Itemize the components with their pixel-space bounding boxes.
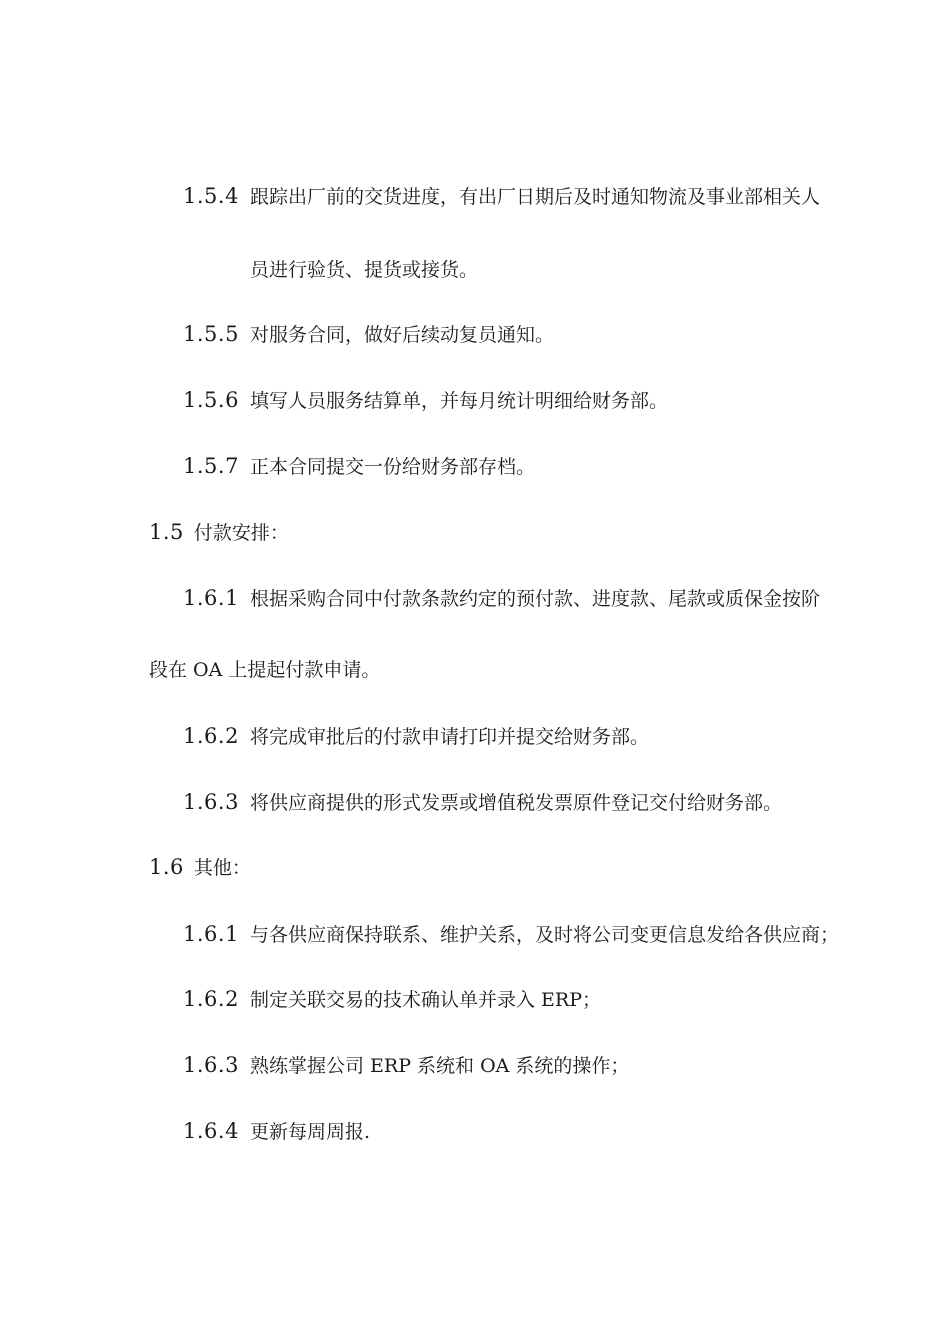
clause-1-5-7 — [183, 452, 535, 481]
clause-number: 1.5.4 — [183, 184, 239, 208]
clause-number: 1.6.1 — [183, 922, 239, 946]
clause-text: 根据采购合同中付款条款约定的预付款、进度款、尾款或质保金按阶 — [250, 588, 821, 610]
clause-1-6-3-other — [183, 1051, 629, 1080]
clause-number: 1.6.1 — [183, 586, 239, 610]
clause-text: 员进行验货、提货或接货。 — [250, 259, 479, 281]
clause-1-5-4 — [183, 182, 820, 211]
section-number: 1.6 — [149, 855, 184, 879]
clause-text: 对服务合同，做好后续动复员通知。 — [250, 324, 555, 346]
clause-number: 1.5.5 — [183, 322, 239, 346]
clause-text: 与各供应商保持联系、维护关系，及时将公司变更信息发给各供应商； — [250, 924, 840, 946]
clause-1-6-3-payment — [183, 788, 782, 817]
clause-1-6-1-other — [183, 920, 839, 949]
clause-number: 1.5.7 — [183, 454, 239, 478]
clause-text: 正本合同提交一份给财务部存档。 — [250, 456, 536, 478]
clause-text: 制定关联交易的技术确认单并录入 ERP； — [250, 989, 601, 1011]
clause-number: 1.6.3 — [183, 790, 239, 814]
clause-number: 1.6.4 — [183, 1119, 239, 1143]
clause-text: 段在 OA 上提起付款申请。 — [149, 659, 381, 681]
clause-number: 1.6.2 — [183, 987, 239, 1011]
clause-1-6-2-payment — [183, 722, 649, 751]
section-title: 付款安排： — [193, 522, 289, 544]
clause-text: 将供应商提供的形式发票或增值税发票原件登记交付给财务部。 — [250, 792, 783, 814]
section-number: 1.5 — [149, 520, 184, 544]
section-heading-payment — [149, 518, 289, 547]
clause-number: 1.6.3 — [183, 1053, 239, 1077]
section-heading-other — [149, 853, 251, 882]
clause-1-6-4-other — [183, 1117, 370, 1146]
clause-1-5-6 — [183, 386, 668, 415]
clause-1-5-4-continuation — [250, 256, 478, 284]
clause-text: 熟练掌握公司 ERP 系统和 OA 系统的操作； — [250, 1055, 630, 1077]
clause-text: 跟踪出厂前的交货进度，有出厂日期后及时通知物流及事业部相关人 — [250, 186, 821, 208]
clause-text: 更新每周周报. — [250, 1121, 371, 1143]
clause-1-6-1-payment — [183, 584, 820, 613]
clause-text: 填写人员服务结算单，并每月统计明细给财务部。 — [250, 390, 669, 412]
clause-number: 1.5.6 — [183, 388, 239, 412]
clause-1-5-5 — [183, 320, 554, 349]
clause-1-6-1-continuation — [149, 656, 380, 684]
clause-number: 1.6.2 — [183, 724, 239, 748]
section-title: 其他： — [193, 857, 251, 879]
clause-text: 将完成审批后的付款申请打印并提交给财务部。 — [250, 726, 650, 748]
clause-1-6-2-other — [183, 985, 601, 1014]
